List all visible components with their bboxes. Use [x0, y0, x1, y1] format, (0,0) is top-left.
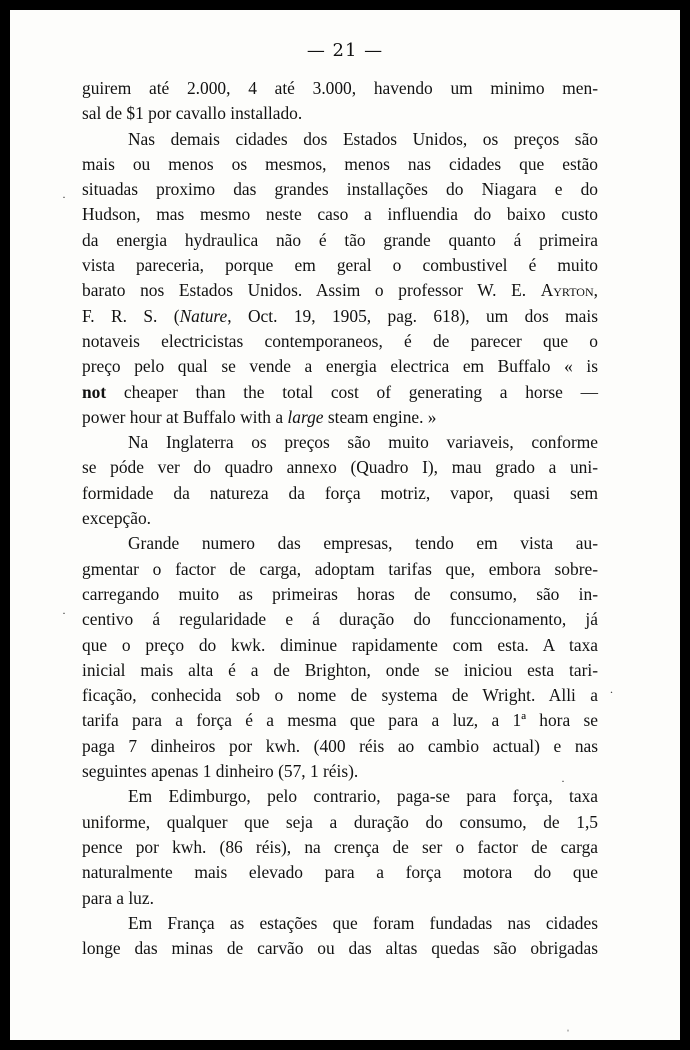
ink-speck: · — [62, 190, 66, 204]
text-line: Em França as estações que foram fundadas nas cidades — [128, 912, 598, 933]
text-line: formidade da natureza da força motriz, vapor, quasi sem — [82, 482, 598, 503]
ink-speck: . — [610, 682, 613, 696]
text-line: paga 7 dinheiros por kwh. (400 réis ao cambio actual) e nas — [82, 735, 598, 756]
body-text — [82, 76, 598, 961]
text-line: gmentar o factor de carga, adoptam tarifas que, embora sobre- — [82, 558, 598, 579]
text-line: carregando muito as primeiras horas de consumo, são in- — [82, 583, 598, 604]
text-line: longe das minas de carvão ou das altas quedas são obrigadas — [82, 938, 598, 959]
text-line: Grande numero das empresas, tendo em vista au- — [128, 533, 598, 554]
text-line: que o preço do kwk. diminue rapidamente com esta. A taxa — [82, 634, 598, 655]
ink-speck: · — [561, 774, 565, 788]
text-line: tarifa para a força é a mesma que para a luz, a 1ª hora se — [82, 710, 598, 731]
text-segment: , Oct. 19, 1905, pag. 618), um dos mais — [227, 305, 598, 326]
text-line: da energia hydraulica não é tão grande quanto á primeira — [82, 229, 598, 250]
text-line: se póde ver do quadro annexo (Quadro I), mau grado a uni- — [82, 457, 598, 478]
text-line: sal de $1 por cavallo installado. — [82, 103, 303, 124]
text-segment: power hour at Buffalo with a — [82, 406, 288, 427]
text-line: Em Edimburgo, pelo contrario, paga-se para força, taxa — [128, 786, 598, 807]
text-line — [82, 304, 598, 329]
author-name: Ayrton, — [540, 280, 598, 301]
text-line: excepção. — [82, 508, 152, 529]
ink-speck: ˌ — [566, 1018, 570, 1032]
text-line — [82, 278, 598, 303]
text-line: vista pareceria, porque em geral o combustivel é muito — [82, 255, 598, 276]
text-segment: barato nos Estados Unidos. Assim o professor W. E. — [82, 280, 527, 301]
page-number: — 21 — — [306, 40, 384, 61]
text-line: seguintes apenas 1 dinheiro (57, 1 réis). — [82, 761, 359, 782]
emphasis-word: not — [82, 381, 107, 402]
text-line: uniforme, qualquer que seja a duração do consumo, de 1,5 — [82, 811, 598, 832]
text-line: ficação, conhecida sob o nome de systema de Wright. Alli a — [82, 685, 598, 706]
text-segment: F. R. S. ( — [82, 305, 180, 326]
text-line: mais ou menos os mesmos, menos nas cidades que estão — [82, 153, 598, 174]
text-line: notaveis electricistas contemporaneos, é de parecer que o — [82, 330, 598, 351]
book-page — [10, 10, 680, 1040]
text-line: situadas proximo das grandes installações do Niagara e do — [82, 179, 598, 200]
journal-title: Nature — [179, 305, 228, 326]
text-line: Hudson, mas mesmo neste caso a influendia do baixo custo — [82, 204, 598, 225]
emphasis-word: large — [287, 406, 324, 427]
text-line: pence por kwh. (86 réis), na crença de ser o factor de carga — [82, 836, 598, 857]
text-line — [82, 405, 598, 430]
text-line: para a luz. — [82, 887, 154, 908]
text-segment: steam engine. » — [323, 406, 437, 427]
text-line: centivo á regularidade e á duração do funccionamento, já — [82, 609, 598, 630]
text-line: Na Inglaterra os preços são muito variaveis, conforme — [128, 432, 598, 453]
text-line: Nas demais cidades dos Estados Unidos, os preços são — [128, 128, 598, 149]
text-line: guirem até 2.000, 4 até 3.000, havendo um minimo men- — [82, 78, 598, 98]
text-segment: cheaper than the total cost of generating a horse — — [106, 381, 598, 402]
ink-speck: · — [62, 606, 66, 620]
text-line — [82, 380, 598, 405]
text-line: inicial mais alta é a de Brighton, onde se iniciou esta tari- — [82, 659, 598, 680]
text-line: naturalmente mais elevado para a força motora do que — [82, 862, 598, 883]
text-line: preço pelo qual se vende a energia electrica em Buffalo « is — [82, 356, 598, 377]
